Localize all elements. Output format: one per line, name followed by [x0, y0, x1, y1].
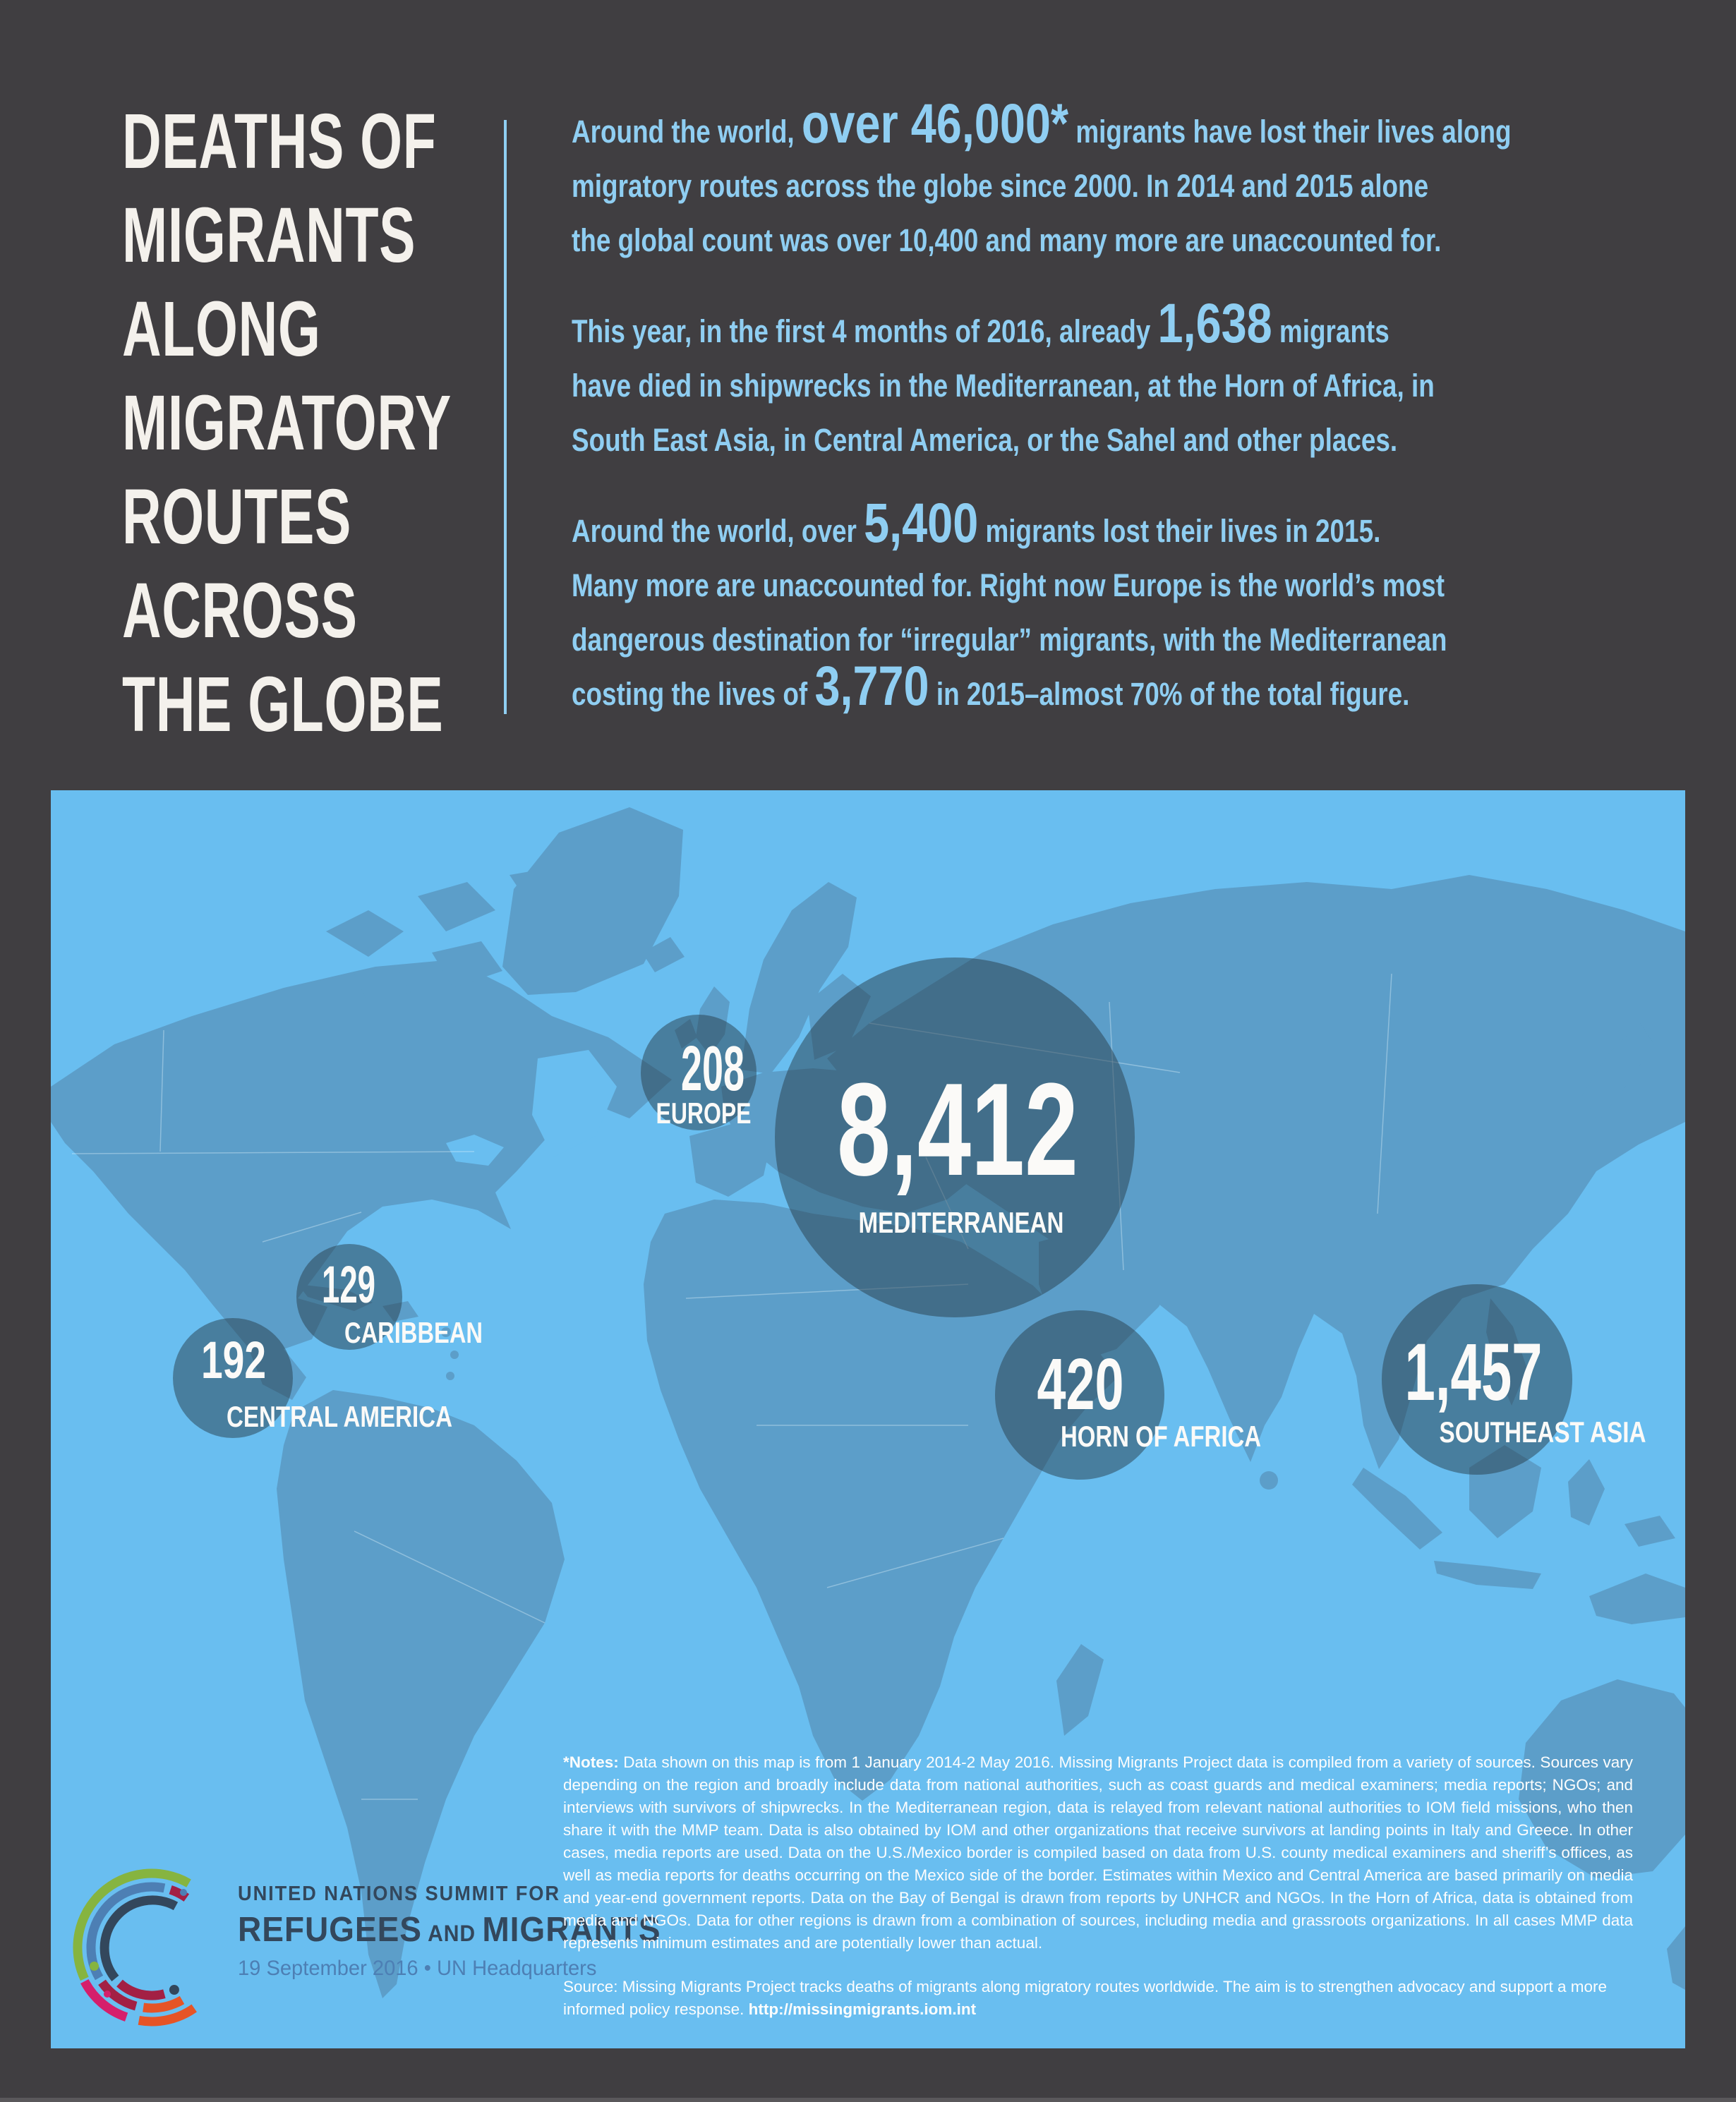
- intro-line: [572, 159, 1512, 213]
- intro-line: [572, 92, 1512, 159]
- highlight-number: 3,770: [814, 654, 929, 717]
- title-line: ACROSS: [122, 567, 358, 654]
- bottom-edge-strip: [0, 2098, 1736, 2102]
- source-text: Source: Missing Migrants Project tracks deaths of migrants along migratory routes worldwide. The aim is to strengthen advocacy and support a more informed policy response. http://missingmigrants.iom.int: [563, 1978, 1608, 2018]
- intro-text: costing the lives of: [572, 676, 815, 712]
- intro-line: [572, 654, 1512, 721]
- logo-migrants: MIGRANTS: [482, 1911, 661, 1949]
- highlight-number: 5,400: [864, 491, 979, 554]
- bubble-value-caribbean: 129: [322, 1255, 375, 1314]
- intro-line: [572, 358, 1512, 413]
- bubble-label-horn-of-africa: HORN OF AFRICA: [1061, 1420, 1261, 1453]
- bubble-label-europe: EUROPE: [656, 1097, 752, 1130]
- intro-paragraph: [572, 92, 1718, 267]
- intro-text: South East Asia, in Central America, or the Sahel and other places.: [572, 422, 1398, 458]
- title-line: MIGRATORY: [122, 380, 452, 466]
- intro-paragraphs: [572, 92, 1718, 758]
- logo-and: AND: [421, 1921, 483, 1946]
- bubble-label-mediterranean: MEDITERRANEAN: [858, 1206, 1064, 1239]
- bubble-label-central-america: CENTRAL AMERICA: [227, 1400, 452, 1433]
- title-line: ROUTES: [122, 473, 352, 560]
- notes-text: *Notes: Data shown on this map is from 1 January 2014-2 May 2016. Missing Migrants Project data is compiled from a variety of sources. Sources vary depending on the region and broadly include data from national authorities, such as coast guards and medical examiners; media reports; NGOs; and interviews with survivors of shipwrecks. In the Mediterranean region, data is relayed from relevant national authorities to IOM field missions, who then share it with the MMP team. Data is also obtained by IOM and other organizations that receive survivors at landing points in Italy and Greece. In other cases, media reports are used. Data on the U.S./Mexico border is compiled based on data from U.S. county medical examiners and sheriff’s offices, as well as media reports for deaths occurring on the Mexico side of the border. Estimates within Mexico and Central America are based primarily on media and year-end government reports. Data on the Bay of Bengal is drawn from reports by UNHCR and NGOs. In the Horn of Africa, data is obtained from media and NGOs. Data for other regions is drawn from a combination of sources, including media and grassroots organizations. In all cases MMP data represents minimum estimates and are potentially lower than actual.: [563, 1753, 1633, 1952]
- bubble-label-caribbean: CARIBBEAN: [344, 1316, 483, 1349]
- bubble-value-horn-of-africa: 420: [1037, 1343, 1124, 1425]
- bubble-value-southeast-asia: 1,457: [1404, 1327, 1543, 1418]
- intro-text: in 2015–almost 70% of the total figure.: [929, 676, 1410, 712]
- un-summit-logo: [71, 1863, 661, 2039]
- intro-text: migratory routes across the globe since 2000. In 2014 and 2015 alone: [572, 168, 1429, 204]
- intro-text: Around the world,: [572, 114, 802, 150]
- intro-line: [572, 558, 1512, 612]
- intro-line: [572, 413, 1512, 467]
- intro-text: migrants lost their lives in 2015.: [978, 513, 1381, 549]
- logo-line3: 19 September 2016 • UN Headquarters: [238, 1957, 597, 1980]
- divider-line: [504, 120, 507, 714]
- intro-paragraph: [572, 291, 1718, 467]
- intro-text: have died in shipwrecks in the Mediterranean, at the Horn of Africa, in: [572, 368, 1435, 404]
- bubble-value-europe: 208: [681, 1034, 745, 1104]
- intro-line: [572, 213, 1512, 267]
- intro-line: [572, 491, 1512, 558]
- bubble-label-southeast-asia: SOUTHEAST ASIA: [1439, 1415, 1646, 1449]
- world-map-panel: [51, 790, 1685, 2048]
- logo-line1: UNITED NATIONS SUMMIT FOR: [238, 1883, 560, 1905]
- source-url[interactable]: http://missingmigrants.iom.int: [748, 2000, 977, 2018]
- intro-line: [572, 291, 1512, 358]
- title-line: MIGRANTS: [122, 192, 416, 279]
- intro-text: the global count was over 10,400 and many more are unaccounted for.: [572, 222, 1442, 258]
- highlight-number: over 46,000*: [801, 92, 1069, 155]
- title-line: DEATHS OF: [122, 98, 437, 185]
- intro-text: migrants: [1272, 313, 1390, 349]
- title-line: ALONG: [122, 286, 321, 373]
- logo-refugees: REFUGEES: [238, 1911, 422, 1949]
- intro-text: migrants have lost their lives along: [1068, 114, 1512, 150]
- intro-line: [572, 612, 1512, 667]
- intro-text: dangerous destination for “irregular” migrants, with the Mediterranean: [572, 622, 1447, 658]
- intro-text: Many more are unaccounted for. Right now Europe is the world’s most: [572, 567, 1445, 603]
- intro-text: Around the world, over: [572, 513, 864, 549]
- un-summit-logo-arcs: [71, 1863, 240, 2039]
- title-line: THE GLOBE: [122, 661, 444, 748]
- bubble-value-mediterranean: 8,412: [837, 1056, 1078, 1203]
- highlight-number: 1,638: [1157, 291, 1272, 354]
- intro-text: This year, in the first 4 months of 2016, already: [572, 313, 1158, 349]
- bubble-value-central-america: 192: [201, 1331, 266, 1389]
- notes-block: [563, 1751, 1633, 2021]
- page-title: [122, 95, 593, 751]
- notes-label: *Notes:: [563, 1753, 619, 1771]
- intro-paragraph: [572, 491, 1718, 721]
